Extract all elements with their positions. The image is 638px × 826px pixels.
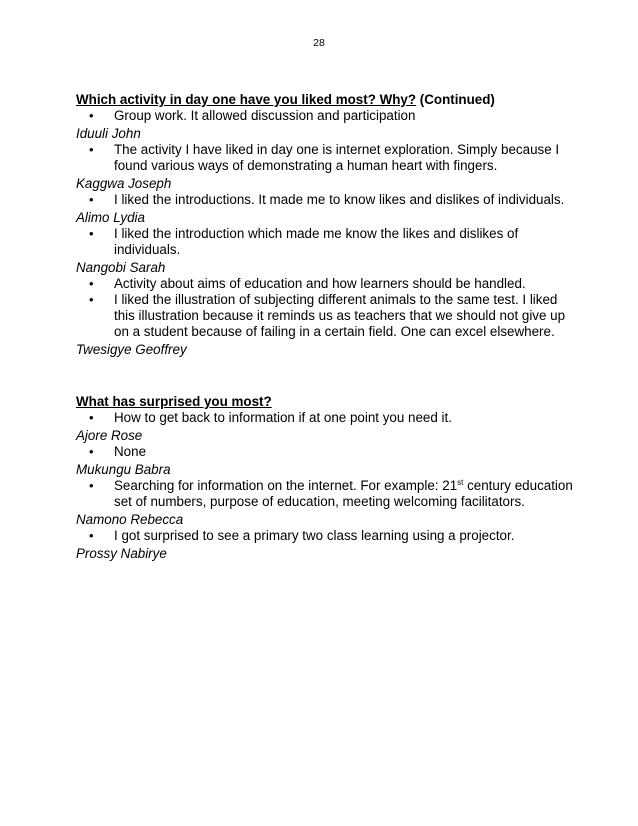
response-list <box>76 276 576 340</box>
response-list <box>76 528 576 544</box>
response-item: • None <box>76 444 576 460</box>
section-heading-surprised <box>76 394 576 410</box>
response-list <box>76 444 576 460</box>
respondent-name: Twesigye Geoffrey <box>76 342 187 357</box>
response-list <box>76 478 576 510</box>
heading-underlined-text: What has surprised you most? <box>76 394 272 409</box>
response-list <box>76 192 576 208</box>
response-item: • I liked the introduction which made me know the likes and dislikes of individuals. <box>76 226 576 258</box>
response-list <box>76 142 576 174</box>
respondent-name: Kaggwa Joseph <box>76 176 172 191</box>
respondent-name: Prossy Nabirye <box>76 546 167 561</box>
respondent-name: Nangobi Sarah <box>76 260 166 275</box>
section-heading-liked-most <box>76 92 576 108</box>
response-item: • Searching for information on the internet. For example: 21st century education set of numbers, purpose of education, meeting welcoming facilitators. <box>76 478 576 510</box>
respondent-name: Alimo Lydia <box>76 210 145 225</box>
respondent-name: Iduuli John <box>76 126 141 141</box>
heading-continued-text: (Continued) <box>416 92 495 107</box>
respondent-name: Namono Rebecca <box>76 512 184 527</box>
document-body <box>76 92 576 562</box>
response-item: • I liked the introductions. It made me to know likes and dislikes of individuals. <box>76 192 576 208</box>
response-item: • How to get back to information if at one point you need it. <box>76 410 576 426</box>
response-item: • Group work. It allowed discussion and participation <box>76 108 576 124</box>
response-list <box>76 108 576 124</box>
page-number: 28 <box>313 37 325 49</box>
respondent-name: Ajore Rose <box>76 428 143 443</box>
respondent-name: Mukungu Babra <box>76 462 171 477</box>
heading-underlined-text: Which activity in day one have you liked most? Why? <box>76 92 417 107</box>
response-item: • I liked the illustration of subjecting different animals to the same test. I liked this illustration because it reminds us as teachers that we should not give up on a student because of failing in a certain field. One can excel elsewhere. <box>76 292 576 340</box>
response-item: • The activity I have liked in day one is internet exploration. Simply because I found various ways of demonstrating a human heart with fingers. <box>76 142 576 174</box>
ordinal-superscript: st <box>457 478 464 487</box>
response-item: • I got surprised to see a primary two class learning using a projector. <box>76 528 576 544</box>
response-list <box>76 410 576 426</box>
response-list <box>76 226 576 258</box>
response-item: • Activity about aims of education and how learners should be handled. <box>76 276 576 292</box>
